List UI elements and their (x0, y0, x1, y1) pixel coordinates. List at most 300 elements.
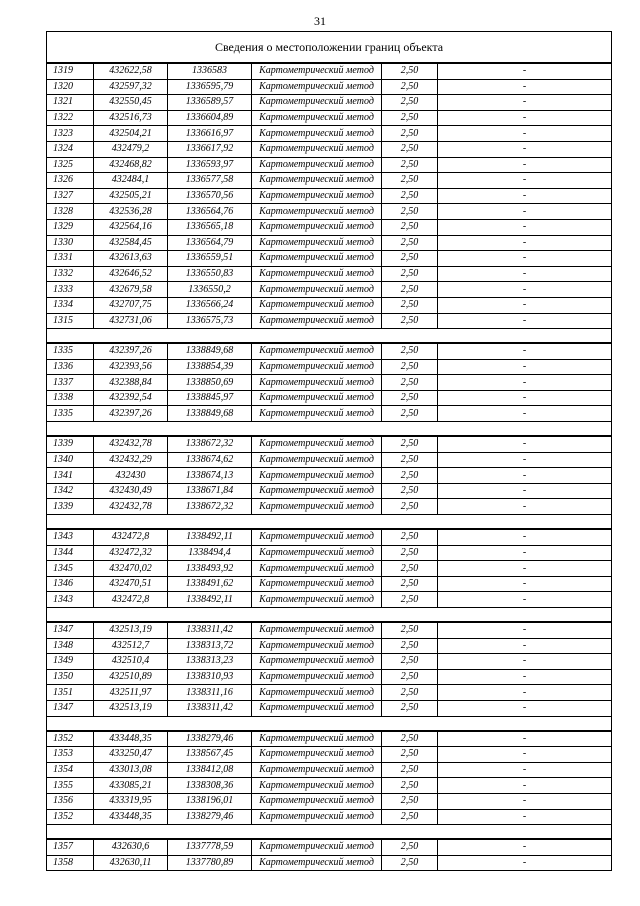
y-coordinate-cell: 1338492,11 (168, 529, 252, 545)
method-cell: Картометрический метод (252, 390, 382, 406)
y-coordinate-cell: 1338308,36 (168, 778, 252, 794)
method-cell: Картометрический метод (252, 251, 382, 267)
point-number-cell: 1351 (47, 685, 94, 701)
accuracy-cell: 2,50 (382, 95, 438, 111)
table-row (47, 452, 612, 468)
accuracy-cell: 2,50 (382, 483, 438, 499)
description-cell: - (438, 731, 612, 747)
y-coordinate-cell: 1336589,57 (168, 95, 252, 111)
accuracy-cell: 2,50 (382, 839, 438, 855)
x-coordinate-cell: 432504,21 (94, 126, 168, 142)
description-cell: - (438, 188, 612, 204)
x-coordinate-cell: 432564,16 (94, 219, 168, 235)
method-cell: Картометрический метод (252, 95, 382, 111)
point-number-cell: 1339 (47, 499, 94, 515)
table-row (47, 188, 612, 204)
table-row (47, 157, 612, 173)
accuracy-cell: 2,50 (382, 235, 438, 251)
y-coordinate-cell: 1336595,79 (168, 79, 252, 95)
method-cell: Картометрический метод (252, 157, 382, 173)
method-cell: Картометрический метод (252, 483, 382, 499)
accuracy-cell: 2,50 (382, 793, 438, 809)
x-coordinate-cell: 432430 (94, 468, 168, 484)
table-row (47, 406, 612, 422)
x-coordinate-cell: 432622,58 (94, 63, 168, 79)
point-number-cell: 1327 (47, 188, 94, 204)
accuracy-cell: 2,50 (382, 282, 438, 298)
description-cell: - (438, 110, 612, 126)
y-coordinate-cell: 1337778,59 (168, 839, 252, 855)
y-coordinate-cell: 1338491,62 (168, 576, 252, 592)
table-row (47, 79, 612, 95)
table-row (47, 747, 612, 763)
x-coordinate-cell: 432513,19 (94, 622, 168, 638)
table-row (47, 499, 612, 515)
point-number-cell: 1336 (47, 359, 94, 375)
table-row (47, 204, 612, 220)
x-coordinate-cell: 432536,28 (94, 204, 168, 220)
point-number-cell: 1355 (47, 778, 94, 794)
description-cell: - (438, 359, 612, 375)
separator-cell (47, 515, 612, 530)
table-row (47, 235, 612, 251)
boundary-coordinates-table (46, 31, 612, 871)
point-number-cell: 1350 (47, 669, 94, 685)
point-number-cell: 1354 (47, 762, 94, 778)
table-title: Сведения о местоположении границ объекта (47, 32, 612, 64)
table-row (47, 762, 612, 778)
method-cell: Картометрический метод (252, 747, 382, 763)
x-coordinate-cell: 432731,06 (94, 313, 168, 329)
point-number-cell: 1334 (47, 297, 94, 313)
accuracy-cell: 2,50 (382, 654, 438, 670)
accuracy-cell: 2,50 (382, 700, 438, 716)
description-cell: - (438, 282, 612, 298)
method-cell: Картометрический метод (252, 762, 382, 778)
table-row (47, 793, 612, 809)
x-coordinate-cell: 432392,54 (94, 390, 168, 406)
method-cell: Картометрический метод (252, 79, 382, 95)
accuracy-cell: 2,50 (382, 545, 438, 561)
x-coordinate-cell: 432397,26 (94, 343, 168, 359)
method-cell: Картометрический метод (252, 855, 382, 871)
point-number-cell: 1347 (47, 622, 94, 638)
method-cell: Картометрический метод (252, 219, 382, 235)
point-number-cell: 1352 (47, 731, 94, 747)
y-coordinate-cell: 1338492,11 (168, 592, 252, 608)
accuracy-cell: 2,50 (382, 79, 438, 95)
method-cell: Картометрический метод (252, 452, 382, 468)
accuracy-cell: 2,50 (382, 622, 438, 638)
method-cell: Картометрический метод (252, 622, 382, 638)
point-number-cell: 1348 (47, 638, 94, 654)
method-cell: Картометрический метод (252, 188, 382, 204)
description-cell: - (438, 499, 612, 515)
table-row (47, 809, 612, 825)
x-coordinate-cell: 432472,8 (94, 529, 168, 545)
description-cell: - (438, 561, 612, 577)
accuracy-cell: 2,50 (382, 375, 438, 391)
table-row (47, 685, 612, 701)
table-row (47, 545, 612, 561)
accuracy-cell: 2,50 (382, 778, 438, 794)
x-coordinate-cell: 432432,78 (94, 499, 168, 515)
method-cell: Картометрический метод (252, 282, 382, 298)
point-number-cell: 1322 (47, 110, 94, 126)
table-row (47, 731, 612, 747)
y-coordinate-cell: 1338850,69 (168, 375, 252, 391)
group-separator (47, 422, 612, 437)
y-coordinate-cell: 1336604,89 (168, 110, 252, 126)
x-coordinate-cell: 432470,02 (94, 561, 168, 577)
point-number-cell: 1333 (47, 282, 94, 298)
accuracy-cell: 2,50 (382, 188, 438, 204)
x-coordinate-cell: 432484,1 (94, 173, 168, 189)
accuracy-cell: 2,50 (382, 809, 438, 825)
accuracy-cell: 2,50 (382, 251, 438, 267)
point-number-cell: 1323 (47, 126, 94, 142)
table-title-row (47, 32, 612, 64)
y-coordinate-cell: 1337780,89 (168, 855, 252, 871)
y-coordinate-cell: 1338311,42 (168, 700, 252, 716)
x-coordinate-cell: 432388,84 (94, 375, 168, 391)
x-coordinate-cell: 432432,29 (94, 452, 168, 468)
accuracy-cell: 2,50 (382, 126, 438, 142)
x-coordinate-cell: 432393,56 (94, 359, 168, 375)
accuracy-cell: 2,50 (382, 638, 438, 654)
description-cell: - (438, 855, 612, 871)
x-coordinate-cell: 432550,45 (94, 95, 168, 111)
y-coordinate-cell: 1336564,76 (168, 204, 252, 220)
description-cell: - (438, 747, 612, 763)
method-cell: Картометрический метод (252, 576, 382, 592)
description-cell: - (438, 375, 612, 391)
y-coordinate-cell: 1338279,46 (168, 809, 252, 825)
description-cell: - (438, 638, 612, 654)
point-number-cell: 1329 (47, 219, 94, 235)
table-row (47, 483, 612, 499)
accuracy-cell: 2,50 (382, 855, 438, 871)
table-row (47, 855, 612, 871)
group-separator (47, 825, 612, 840)
x-coordinate-cell: 432630,11 (94, 855, 168, 871)
table-row (47, 839, 612, 855)
method-cell: Картометрический метод (252, 545, 382, 561)
accuracy-cell: 2,50 (382, 266, 438, 282)
table-row (47, 529, 612, 545)
table-row (47, 95, 612, 111)
method-cell: Картометрический метод (252, 266, 382, 282)
method-cell: Картометрический метод (252, 592, 382, 608)
point-number-cell: 1342 (47, 483, 94, 499)
description-cell: - (438, 251, 612, 267)
point-number-cell: 1331 (47, 251, 94, 267)
description-cell: - (438, 297, 612, 313)
method-cell: Картометрический метод (252, 313, 382, 329)
y-coordinate-cell: 1338494,4 (168, 545, 252, 561)
page-number: 31 (314, 14, 326, 28)
accuracy-cell: 2,50 (382, 313, 438, 329)
y-coordinate-cell: 1336617,92 (168, 141, 252, 157)
point-number-cell: 1345 (47, 561, 94, 577)
method-cell: Картометрический метод (252, 63, 382, 79)
table-row (47, 266, 612, 282)
table-row (47, 219, 612, 235)
accuracy-cell: 2,50 (382, 110, 438, 126)
method-cell: Картометрический метод (252, 406, 382, 422)
accuracy-cell: 2,50 (382, 731, 438, 747)
point-number-cell: 1332 (47, 266, 94, 282)
description-cell: - (438, 654, 612, 670)
y-coordinate-cell: 1338672,32 (168, 499, 252, 515)
description-cell: - (438, 452, 612, 468)
y-coordinate-cell: 1336564,79 (168, 235, 252, 251)
method-cell: Картометрический метод (252, 468, 382, 484)
x-coordinate-cell: 433013,08 (94, 762, 168, 778)
y-coordinate-cell: 1338493,92 (168, 561, 252, 577)
y-coordinate-cell: 1338279,46 (168, 731, 252, 747)
x-coordinate-cell: 432512,7 (94, 638, 168, 654)
table-row (47, 576, 612, 592)
method-cell: Картометрический метод (252, 141, 382, 157)
y-coordinate-cell: 1338313,23 (168, 654, 252, 670)
x-coordinate-cell: 432584,45 (94, 235, 168, 251)
table-row (47, 313, 612, 329)
point-number-cell: 1338 (47, 390, 94, 406)
description-cell: - (438, 669, 612, 685)
x-coordinate-cell: 432470,51 (94, 576, 168, 592)
accuracy-cell: 2,50 (382, 219, 438, 235)
separator-cell (47, 422, 612, 437)
point-number-cell: 1341 (47, 468, 94, 484)
point-number-cell: 1335 (47, 343, 94, 359)
y-coordinate-cell: 1338674,62 (168, 452, 252, 468)
point-number-cell: 1319 (47, 63, 94, 79)
table-row (47, 251, 612, 267)
description-cell: - (438, 545, 612, 561)
description-cell: - (438, 576, 612, 592)
x-coordinate-cell: 432630,6 (94, 839, 168, 855)
table-row (47, 297, 612, 313)
y-coordinate-cell: 1338671,84 (168, 483, 252, 499)
accuracy-cell: 2,50 (382, 685, 438, 701)
table-row (47, 359, 612, 375)
description-cell: - (438, 700, 612, 716)
method-cell: Картометрический метод (252, 669, 382, 685)
y-coordinate-cell: 1338854,39 (168, 359, 252, 375)
accuracy-cell: 2,50 (382, 141, 438, 157)
y-coordinate-cell: 1338310,93 (168, 669, 252, 685)
table-row (47, 436, 612, 452)
point-number-cell: 1344 (47, 545, 94, 561)
description-cell: - (438, 406, 612, 422)
table-row (47, 561, 612, 577)
point-number-cell: 1325 (47, 157, 94, 173)
table-row (47, 468, 612, 484)
description-cell: - (438, 126, 612, 142)
table-row (47, 592, 612, 608)
x-coordinate-cell: 432510,89 (94, 669, 168, 685)
point-number-cell: 1346 (47, 576, 94, 592)
y-coordinate-cell: 1338311,16 (168, 685, 252, 701)
y-coordinate-cell: 1336566,24 (168, 297, 252, 313)
x-coordinate-cell: 432472,8 (94, 592, 168, 608)
description-cell: - (438, 809, 612, 825)
table-row (47, 390, 612, 406)
y-coordinate-cell: 1338849,68 (168, 406, 252, 422)
description-cell: - (438, 622, 612, 638)
separator-cell (47, 825, 612, 840)
separator-cell (47, 608, 612, 623)
method-cell: Картометрический метод (252, 499, 382, 515)
point-number-cell: 1326 (47, 173, 94, 189)
x-coordinate-cell: 432479,2 (94, 141, 168, 157)
accuracy-cell: 2,50 (382, 390, 438, 406)
description-cell: - (438, 266, 612, 282)
point-number-cell: 1328 (47, 204, 94, 220)
method-cell: Картометрический метод (252, 839, 382, 855)
method-cell: Картометрический метод (252, 638, 382, 654)
accuracy-cell: 2,50 (382, 63, 438, 79)
table-row (47, 654, 612, 670)
y-coordinate-cell: 1338412,08 (168, 762, 252, 778)
table-row (47, 282, 612, 298)
x-coordinate-cell: 432513,19 (94, 700, 168, 716)
method-cell: Картометрический метод (252, 436, 382, 452)
y-coordinate-cell: 1338672,32 (168, 436, 252, 452)
table-row (47, 375, 612, 391)
table-row (47, 110, 612, 126)
point-number-cell: 1320 (47, 79, 94, 95)
method-cell: Картометрический метод (252, 561, 382, 577)
y-coordinate-cell: 1338311,42 (168, 622, 252, 638)
point-number-cell: 1356 (47, 793, 94, 809)
table-row (47, 669, 612, 685)
accuracy-cell: 2,50 (382, 204, 438, 220)
y-coordinate-cell: 1338845,97 (168, 390, 252, 406)
point-number-cell: 1324 (47, 141, 94, 157)
accuracy-cell: 2,50 (382, 406, 438, 422)
y-coordinate-cell: 1338674,13 (168, 468, 252, 484)
separator-cell (47, 329, 612, 344)
point-number-cell: 1339 (47, 436, 94, 452)
point-number-cell: 1321 (47, 95, 94, 111)
description-cell: - (438, 95, 612, 111)
table-row (47, 126, 612, 142)
method-cell: Картометрический метод (252, 110, 382, 126)
x-coordinate-cell: 432679,58 (94, 282, 168, 298)
x-coordinate-cell: 433085,21 (94, 778, 168, 794)
description-cell: - (438, 685, 612, 701)
accuracy-cell: 2,50 (382, 592, 438, 608)
y-coordinate-cell: 1336577,58 (168, 173, 252, 189)
method-cell: Картометрический метод (252, 204, 382, 220)
x-coordinate-cell: 432468,82 (94, 157, 168, 173)
accuracy-cell: 2,50 (382, 747, 438, 763)
y-coordinate-cell: 1336583 (168, 63, 252, 79)
description-cell: - (438, 79, 612, 95)
group-separator (47, 716, 612, 731)
description-cell: - (438, 313, 612, 329)
description-cell: - (438, 173, 612, 189)
point-number-cell: 1357 (47, 839, 94, 855)
table-row (47, 622, 612, 638)
method-cell: Картометрический метод (252, 793, 382, 809)
accuracy-cell: 2,50 (382, 436, 438, 452)
point-number-cell: 1315 (47, 313, 94, 329)
x-coordinate-cell: 432516,73 (94, 110, 168, 126)
point-number-cell: 1349 (47, 654, 94, 670)
accuracy-cell: 2,50 (382, 359, 438, 375)
group-separator (47, 608, 612, 623)
y-coordinate-cell: 1338849,68 (168, 343, 252, 359)
y-coordinate-cell: 1338313,72 (168, 638, 252, 654)
x-coordinate-cell: 433448,35 (94, 809, 168, 825)
x-coordinate-cell: 432707,75 (94, 297, 168, 313)
description-cell: - (438, 468, 612, 484)
x-coordinate-cell: 432613,63 (94, 251, 168, 267)
table-row (47, 638, 612, 654)
method-cell: Картометрический метод (252, 809, 382, 825)
point-number-cell: 1358 (47, 855, 94, 871)
description-cell: - (438, 592, 612, 608)
y-coordinate-cell: 1338196,01 (168, 793, 252, 809)
x-coordinate-cell: 432510,4 (94, 654, 168, 670)
y-coordinate-cell: 1336616,97 (168, 126, 252, 142)
accuracy-cell: 2,50 (382, 468, 438, 484)
method-cell: Картометрический метод (252, 654, 382, 670)
table-row (47, 778, 612, 794)
x-coordinate-cell: 432472,32 (94, 545, 168, 561)
method-cell: Картометрический метод (252, 529, 382, 545)
accuracy-cell: 2,50 (382, 576, 438, 592)
description-cell: - (438, 762, 612, 778)
description-cell: - (438, 436, 612, 452)
method-cell: Картометрический метод (252, 297, 382, 313)
group-separator (47, 515, 612, 530)
method-cell: Картометрический метод (252, 685, 382, 701)
method-cell: Картометрический метод (252, 359, 382, 375)
point-number-cell: 1343 (47, 529, 94, 545)
method-cell: Картометрический метод (252, 343, 382, 359)
accuracy-cell: 2,50 (382, 529, 438, 545)
x-coordinate-cell: 432597,32 (94, 79, 168, 95)
accuracy-cell: 2,50 (382, 762, 438, 778)
accuracy-cell: 2,50 (382, 173, 438, 189)
x-coordinate-cell: 432505,21 (94, 188, 168, 204)
point-number-cell: 1335 (47, 406, 94, 422)
point-number-cell: 1343 (47, 592, 94, 608)
accuracy-cell: 2,50 (382, 669, 438, 685)
x-coordinate-cell: 433319,95 (94, 793, 168, 809)
point-number-cell: 1347 (47, 700, 94, 716)
method-cell: Картометрический метод (252, 235, 382, 251)
x-coordinate-cell: 432397,26 (94, 406, 168, 422)
description-cell: - (438, 204, 612, 220)
x-coordinate-cell: 433448,35 (94, 731, 168, 747)
y-coordinate-cell: 1338567,45 (168, 747, 252, 763)
accuracy-cell: 2,50 (382, 452, 438, 468)
table-row (47, 141, 612, 157)
separator-cell (47, 716, 612, 731)
x-coordinate-cell: 433250,47 (94, 747, 168, 763)
description-cell: - (438, 483, 612, 499)
x-coordinate-cell: 432430,49 (94, 483, 168, 499)
description-cell: - (438, 343, 612, 359)
description-cell: - (438, 390, 612, 406)
y-coordinate-cell: 1336565,18 (168, 219, 252, 235)
point-number-cell: 1330 (47, 235, 94, 251)
